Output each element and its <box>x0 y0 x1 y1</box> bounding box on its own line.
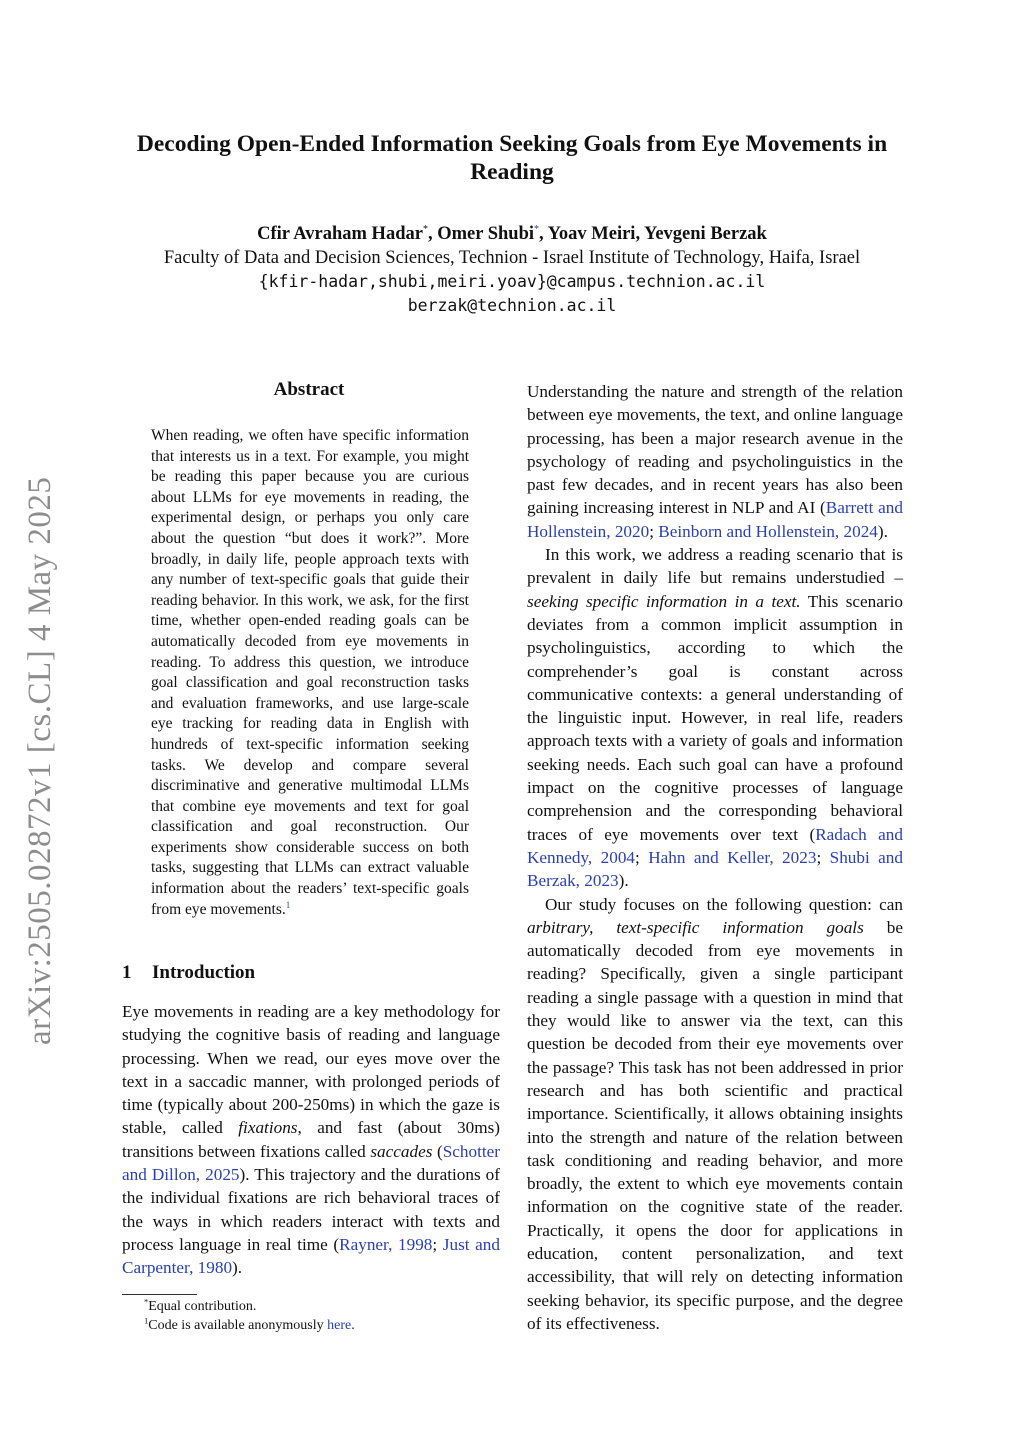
citation-link[interactable]: Barrett and Hollenstein, 2020 <box>527 498 903 541</box>
footnote-divider <box>122 1294 197 1295</box>
author-name: Omer Shubi <box>437 224 535 244</box>
code-link[interactable]: here <box>327 1318 352 1333</box>
text-run: ). This trajectory and the durations of the individual fixations are rich behavioral traces of the ways in which readers interact with texts and process language in real time ( <box>122 1165 500 1254</box>
text-run: be automatically decoded from eye movements in reading? Specifically, given a single participant reading a single passage with a question in mind that they would like to answer via the text, can this question be decoded from their eye movements over the passage? This task has not been addressed in prior research and has both scientific and practical importance. Scientifically, it allows obtaining insights into the strength and nature of the relation between task conditioning and reading behavior, and more broadly, the extent to which eye movements contain information on the cognitive state of the reader. Practically, it opens the door for applications in education, content personalization, and text accessibility, that will rely on detecting information seeking behavior, its specific purpose, and the degree of its effectiveness. <box>527 917 903 1333</box>
abstract-body: When reading, we often have specific information that interests us in a text. For example, you might be reading this paper because you are curious about LLMs for eye movements in reading, the experimental design, or perhaps you only care about the question “but does it work?”. More broadly, in daily life, people approach texts with any number of text-specific goals that guide their reading behavior. In this work, we ask, for the first time, whether open-ended reading goals can be automatically decoded from eye movements in reading. To address this question, we introduce goal classification and goal reconstruction tasks and evaluation frameworks, and use large-scale eye tracking for reading data in English with hundreds of text-specific information seeking tasks. We develop and compare several discriminative and generative multimodal LLMs that combine eye movements and text for goal classification and goal reconstruction. Our experiments show considerable success on both tasks, suggesting that LLMs can extract valuable information about the readers’ text-specific goals from eye movements. <box>151 427 469 918</box>
text-run: ; <box>649 521 659 541</box>
emphasis: seeking specific information in a text. <box>527 591 801 611</box>
text-run: ). <box>618 871 629 891</box>
footnote-text: Code is available anonymously <box>148 1318 328 1333</box>
author-name: Yoav Meiri <box>547 224 636 244</box>
text-run: ; <box>432 1234 443 1254</box>
equal-contribution-mark[interactable]: * <box>534 223 540 235</box>
text-run: , and fast (about 30ms) transitions between fixations called <box>122 1118 500 1161</box>
footnote-mark: 1 <box>144 1315 149 1326</box>
author-list: Cfir Avraham Hadar*, Omer Shubi*, Yoav Meiri, Yevgeni Berzak <box>257 223 767 244</box>
emphasis: fixations <box>238 1118 298 1138</box>
abstract-heading: Abstract <box>273 379 345 400</box>
author-name: Cfir Avraham Hadar <box>257 224 423 244</box>
intro-paragraph-3 <box>527 543 903 892</box>
citation-link[interactable]: Schotter and Dillon, 2025 <box>122 1141 500 1185</box>
text-run: Our study focuses on the following question: can <box>545 894 903 914</box>
intro-paragraph-2 <box>527 380 903 543</box>
footnote <box>122 1316 502 1335</box>
text-run: ( <box>432 1141 443 1161</box>
section-number: 1 <box>122 962 132 983</box>
citation-link[interactable]: Hahn and Keller, 2023 <box>648 847 817 867</box>
citation-link[interactable]: Rayner, 1998 <box>339 1234 433 1254</box>
footnote-ref[interactable]: 1 <box>285 899 291 910</box>
email-line: berzak@technion.ac.il <box>407 296 617 315</box>
section-heading <box>122 961 502 985</box>
citation-link[interactable]: Shubi and Berzak, 2023 <box>527 847 903 891</box>
right-column <box>527 380 903 1335</box>
citation-link[interactable]: Just and Carpenter, 1980 <box>122 1234 500 1278</box>
intro-paragraph-4 <box>527 893 903 1336</box>
email-line: {kfir-hadar,shubi,meiri.yoav}@campus.technion.ac.il <box>258 272 766 291</box>
footnotes <box>122 1297 502 1335</box>
author-name: Yevgeni Berzak <box>644 224 767 244</box>
text-run: ; <box>816 847 830 867</box>
emphasis: arbitrary, text-specific information goals <box>527 917 864 937</box>
footnote-text: . <box>351 1318 355 1333</box>
citation-link[interactable]: Beinborn and Hollenstein, 2024 <box>658 521 878 541</box>
footnote-mark: * <box>144 1296 149 1307</box>
citation-link[interactable]: Radach and Kennedy, 2004 <box>527 824 903 867</box>
text-run: ). <box>877 521 888 541</box>
section-title: Introduction <box>152 962 256 983</box>
emphasis: saccades <box>370 1141 433 1161</box>
affiliation: Faculty of Data and Decision Sciences, Technion - Israel Institute of Technology, Haifa, Israel <box>163 248 861 268</box>
paper-title: Decoding Open-Ended Information Seeking Goals from Eye Movements in Reading <box>136 131 888 185</box>
text-run: Eye movements in reading are a key methodology for studying the cognitive basis of reading and language processing. When we read, our eyes move over the text in a saccadic manner, with prolonged periods of time (typically about 200-250ms) in which the gaze is stable, called <box>122 1002 500 1138</box>
text-run: Understanding the nature and strength of the relation between eye movements, the text, and online language processing, has been a major research avenue in the psychology of reading and psycholinguistics in the past few decades, and in recent years has also been gaining increasing interest in NLP and AI ( <box>527 382 903 518</box>
footnote <box>122 1297 502 1316</box>
text-run: ; <box>635 847 649 867</box>
intro-paragraph-1 <box>122 1000 500 1280</box>
equal-contribution-mark: * <box>422 223 428 235</box>
arxiv-identifier-stamp: arXiv:2505.02872v1 [cs.CL] 4 May 2025 <box>22 476 58 1045</box>
text-run: This scenario deviates from a common implicit assumption in psycholinguistics, according to which the comprehender’s goal is constant across communicative contexts: a general understanding of the linguistic input. However, in real life, readers approach texts with a variety of goals and information seeking needs. Each such goal can have a profound impact on the cognitive processes of language comprehension and the corresponding behavioral traces of eye movements over text ( <box>527 591 903 844</box>
text-run: ). <box>232 1258 243 1278</box>
text-run: In this work, we address a reading scenario that is prevalent in daily life but remains understudied – <box>527 545 903 588</box>
abstract-text <box>151 426 469 920</box>
footnote-text: Equal contribution. <box>148 1299 257 1314</box>
